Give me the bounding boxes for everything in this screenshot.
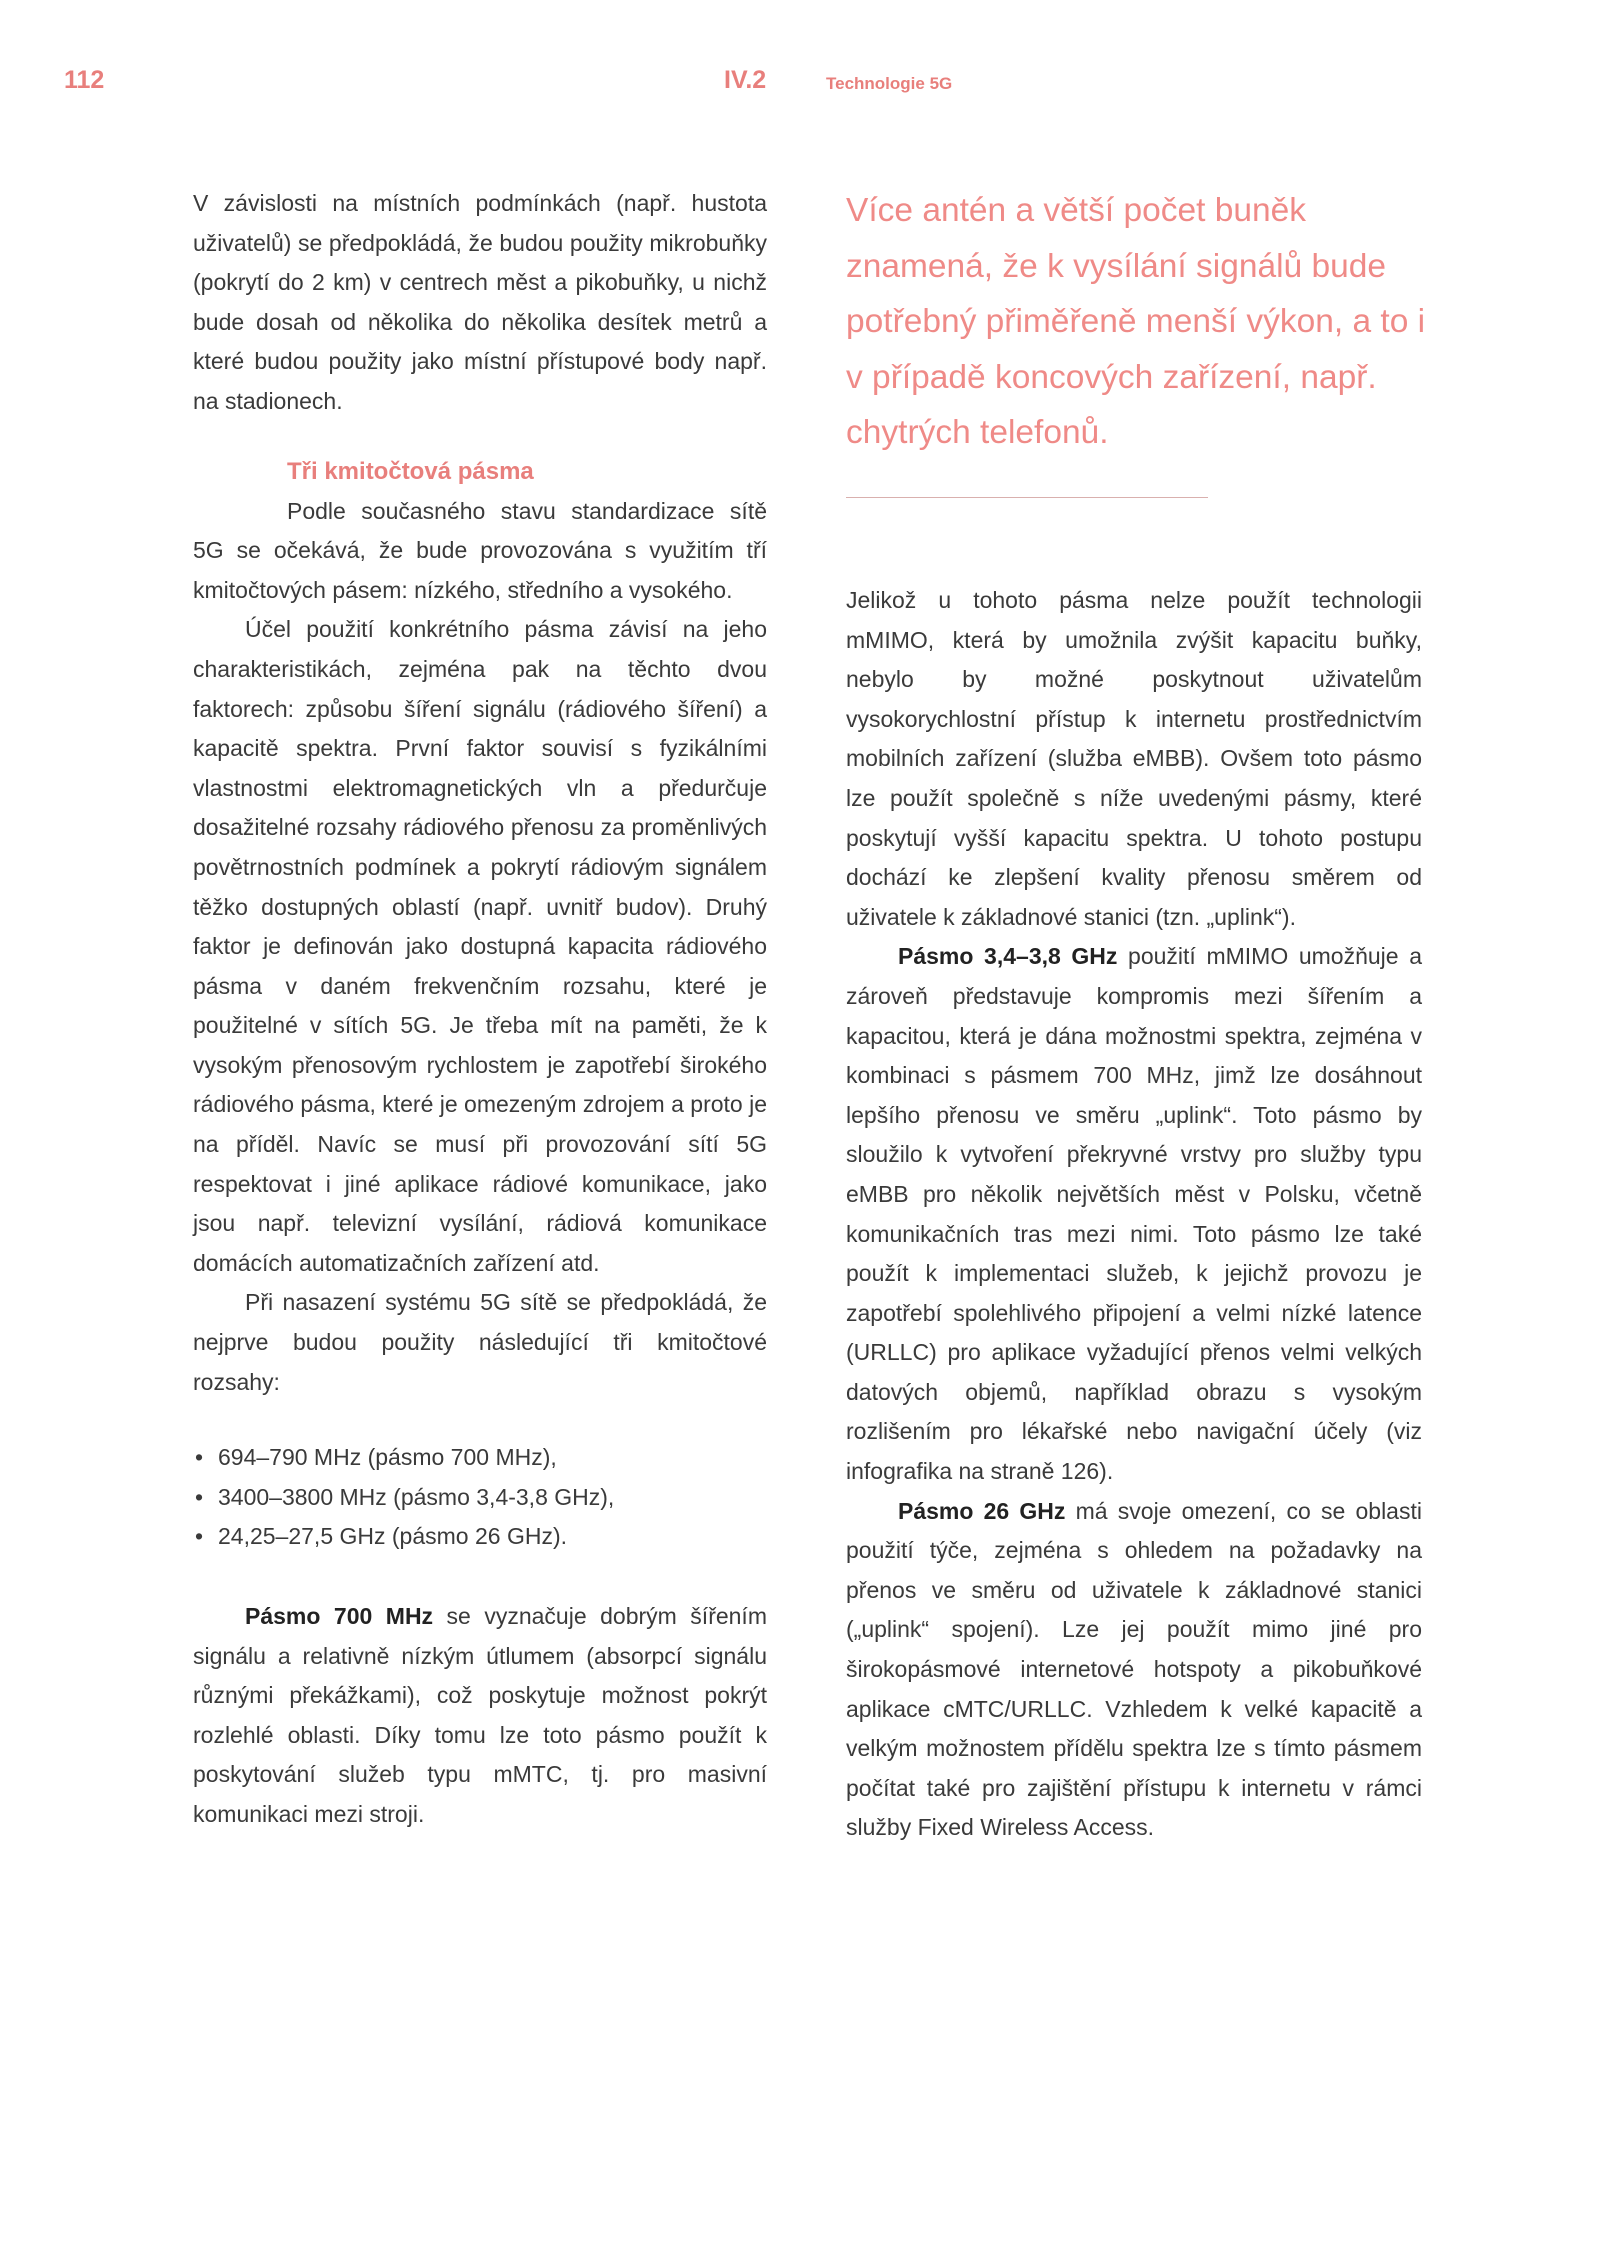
pull-quote-divider (846, 497, 1208, 498)
text-3-4ghz: použití mMIMO umožňuje a zároveň představuje kompromis mezi šířením a kapacitou, která je dána možnostmi spektra, zejména v kombinaci s pásmem 700 MHz, jimž lze dosáhnout lepšího přenosu ve směru „uplink“. Toto pásmo by sloužilo k vytvoření překryvné vrstvy pro služby typu eMBB pro několik největších měst v Polsku, včetně komunikačních tras mezi nimi. Toto pásmo lze také použít k implementaci služeb, k jejichž provozu je zapotřebí spolehlivého připojení a velmi nízké latence (URLLC) pro aplikace vyžadující přenos velmi velkých datových objemů, například obrazu s vysokým rozlišením pro lékařské nebo navigační účely (viz infografika na straně 126). (846, 943, 1422, 1485)
pull-quote: Více antén a větší počet buněk znamená, že k vysílání signálů bude potřebný přiměřeně menší výkon, a to i v případě koncových zařízení, např. chytrých telefonů. (846, 192, 1426, 451)
paragraph-bands-intro: Podle současného stavu standardizace sítě 5G se očekává, že bude provozována s využitím tří kmitočtových pásem: nízkého, středního a vysokého. (193, 497, 767, 603)
intro-paragraph: V závislosti na místních podmínkách (např. hustota uživatelů) se předpokládá, že budou použity mikrobuňky (pokrytí do 2 km) v centrech měst a pikobuňky, u nichž bude dosah od několika do několika desítek metrů a které budou použity jako místní přístupové body např. na stadionech. (193, 190, 767, 414)
paragraph-3-4ghz (846, 937, 1422, 1491)
band-list-item: • 694–790 MHz (pásmo 700 MHz), (193, 1438, 767, 1478)
band-list (193, 1438, 767, 1557)
band-list-item: • 3400–3800 MHz (pásmo 3,4-3,8 GHz), (193, 1478, 767, 1518)
section-number: IV.2 (724, 66, 767, 94)
paragraph-mmimo: Jelikož u tohoto pásma nelze použít technologii mMIMO, která by umožnila zvýšit kapacitu buňky, nebylo by možné poskytnout uživatelům vysokorychlostní přístup k internetu prostřednictvím mobilních zařízení (služba eMBB). Ovšem toto pásmo lze použít společně s níže uvedenými pásmy, které poskytují vyšší kapacitu spektra. U tohoto postupu dochází ke zlepšení kvality přenosu směrem od uživatele k základnové stanici (tzn. „uplink“). (846, 587, 1422, 930)
left-column (193, 184, 767, 1835)
term-700mhz: Pásmo 700 MHz (245, 1603, 434, 1629)
page-number: 112 (64, 66, 105, 94)
text-700mhz: se vyznačuje dobrým šířením signálu a relativně nízkým útlumem (absorpcí signálu různými překážkami), což poskytuje možnost pokrýt rozlehlé oblasti. Díky tomu lze toto pásmo použít k poskytování služeb typu mMTC, tj. pro masivní komunikaci mezi stroji. (193, 1603, 767, 1827)
term-3-4ghz: Pásmo 3,4–3,8 GHz (898, 943, 1118, 970)
right-column (846, 581, 1422, 1848)
paragraph-26ghz (846, 1492, 1422, 1848)
term-26ghz: Pásmo 26 GHz (898, 1497, 1066, 1524)
paragraph-deployment: Při nasazení systému 5G sítě se předpokládá, že nejprve budou použity následující tři kmitočtové rozsahy: (193, 1289, 767, 1395)
section-heading: Tři kmitočtová pásma (287, 457, 534, 485)
paragraph-700mhz (193, 1597, 767, 1835)
paragraph-band-purpose: Účel použití konkrétního pásma závisí na jeho charakteristikách, zejména pak na těchto dvou faktorech: způsobu šíření signálu (rádiového šíření) a kapacitě spektra. První faktor souvisí s fyzikálními vlastnostmi elektromagnetických vln a předurčuje dosažitelné rozsahy rádiového přenosu za proměnlivých povětrnostních podmínek a pokrytí rádiovým signálem těžko dostupných oblastí (např. uvnitř budov). Druhý faktor je definován jako dostupná kapacita rádiového pásma v daném frekvenčním rozsahu, které je použitelné v sítích 5G. Je třeba mít na paměti, že k vysokým přenosovým rychlostem je zapotřebí širokého rádiového pásma, které je omezeným zdrojem a proto je na příděl. Navíc se musí při provozování sítí 5G respektovat i jiné aplikace rádiové komunikace, jako jsou např. televizní vysílání, rádiová komunikace domácích automatizačních zařízení atd. (193, 616, 768, 1276)
band-list-item: • 24,25–27,5 GHz (pásmo 26 GHz). (193, 1517, 767, 1557)
section-title: Technologie 5G (826, 74, 953, 93)
text-26ghz: má svoje omezení, co se oblasti použití týče, zejména s ohledem na požadavky na přenos ve směru od uživatele k základnové stanici („uplink“ spojení). Lze jej použít mimo jiné pro širokopásmové internetové hotspoty a pikobuňkové aplikace cMTC/URLLC. Vzhledem k velké kapacitě a velkým možnostem přídělu spektra lze s tímto pásmem počítat také pro zajištění přístupu k internetu v rámci služby Fixed Wireless Access. (846, 1497, 1422, 1841)
